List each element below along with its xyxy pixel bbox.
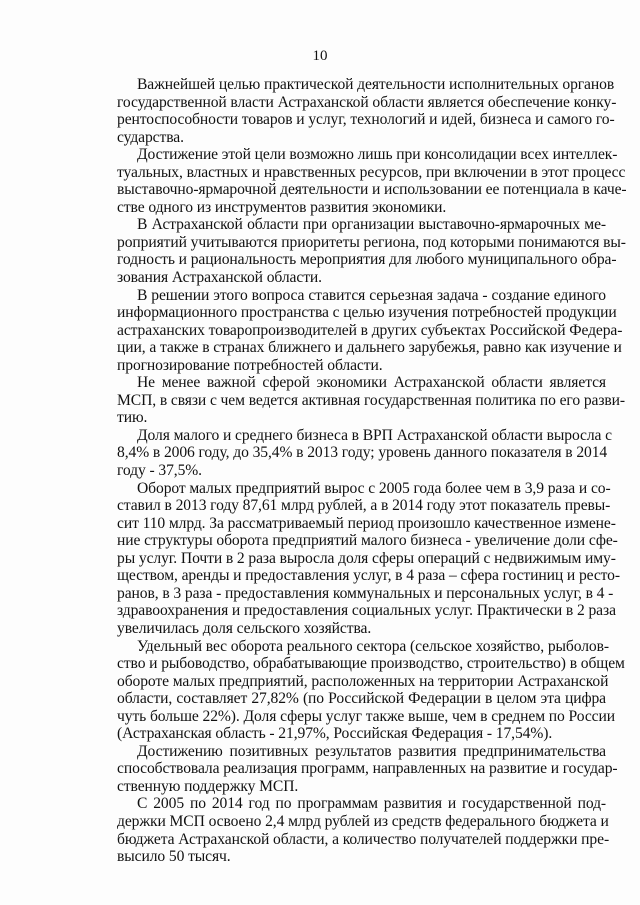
text-line: ранов, в 3 раза - предоставления коммунальных и персональных услуг, в 4 - <box>117 584 614 602</box>
text-line: рентоспособности товаров и услуг, технологий и идей, бизнеса и самого го- <box>117 111 615 129</box>
text-line: государственной власти Астраханской области является обеспечение конку- <box>117 93 617 111</box>
text-line: сит 110 млрд. За рассматриваемый период произошло качественное измене- <box>117 514 616 532</box>
text-line: Доля малого и среднего бизнеса в ВРП Астраханской области выросла с <box>137 426 612 444</box>
text-line: МСП, в связи с чем ведется активная государственная политика по его разви- <box>117 391 625 409</box>
text-line: Важнейшей целью практической деятельности исполнительных органов <box>137 76 615 93</box>
text-line: зования Астраханской области. <box>117 269 322 287</box>
text-line: держки МСП освоено 2,4 млрд рублей из средств федерального бюджета и <box>117 812 609 830</box>
text-line: Достижение этой цели возможно лишь при консолидации всех интеллек- <box>137 146 618 164</box>
paragraph <box>117 479 620 638</box>
text-line: ство и рыбоводство, обрабатывающие производство, строительство) в общем <box>117 655 625 673</box>
text-line: туальных, властных и нравственных ресурсов, при включении в этот процесс <box>117 163 626 181</box>
paragraph <box>117 795 610 866</box>
paragraph <box>117 286 623 375</box>
text-line: Удельный вес оборота реального сектора (сельское хозяйство, рыболов- <box>137 637 609 655</box>
text-line: сударства. <box>117 128 184 146</box>
text-line: В решении этого вопроса ставится серьезная задача - создание единого <box>137 286 606 304</box>
paragraph <box>117 374 625 427</box>
text-line: области, составляет 27,82% (по Российской Федерации в целом эта цифра <box>117 690 606 708</box>
text-line: прогнозирование потребностей области. <box>117 356 383 374</box>
text-line: ставил в 2013 году 87,61 млрд рублей, а в 2014 году этот показатель превы- <box>117 497 611 515</box>
page-number: 10 <box>312 48 328 64</box>
text-line: 8,4% в 2006 году, до 35,4% в 2013 году; уровень данного показателя в 2014 <box>117 444 608 462</box>
text-line: ществом, аренды и предоставления услуг, в 4 раза – сфера гостиниц и ресто- <box>117 567 620 585</box>
paragraph <box>117 76 617 146</box>
text-line: году - 37,5%. <box>117 462 202 480</box>
text-line: (Астраханская область - 21,97%, Российская Федерация - 17,54%). <box>117 725 553 743</box>
text-line: способствовала реализация программ, направленных на развитие и государ- <box>117 760 618 778</box>
text-line: ры услуг. Почти в 2 раза выросла доля сферы операций с недвижимым иму- <box>117 549 616 567</box>
paragraph <box>117 146 627 216</box>
text-line: информационного пространства с целью изучения потребностей продукции <box>117 304 617 322</box>
text-line: С 2005 по 2014 год по программам развития и государственной под- <box>137 795 606 813</box>
text-line: астраханских товаропроизводителей в других субъектах Российской Федера- <box>117 321 623 339</box>
text-line: выставочно-ярмарочной деятельности и использовании ее потенциала в каче- <box>117 181 627 199</box>
paragraph <box>117 637 625 743</box>
text-line: чуть больше 22%). Доля сферы услуг также выше, чем в среднем по России <box>117 707 615 725</box>
paragraph <box>117 216 626 287</box>
text-line: ственную поддержку МСП. <box>117 777 299 795</box>
text-line: роприятий учитываются приоритеты региона, под которыми понимаются вы- <box>117 233 626 251</box>
text-line: годность и рациональность мероприятия для любого муниципального обра- <box>117 251 617 269</box>
text-line: Достижению позитивных результатов развития предпринимательства <box>137 742 606 760</box>
text-line: Оборот малых предприятий вырос с 2005 года более чем в 3,9 раза и со- <box>137 479 611 497</box>
paragraph <box>117 426 612 480</box>
text-line: высило 50 тысяч. <box>117 848 231 866</box>
text-line: стве одного из инструментов развития экономики. <box>117 198 447 216</box>
text-line: В Астраханской области при организации выставочно-ярмарочных ме- <box>137 216 606 234</box>
text-line: здравоохранения и предоставления социальных услуг. Практически в 2 раза <box>117 602 616 620</box>
document-body <box>117 76 627 866</box>
text-line: бюджета Астраханской области, а количество получателей поддержки пре- <box>117 830 610 848</box>
text-line: обороте малых предприятий, расположенных на территории Астраханской <box>117 672 609 690</box>
text-line: ние структуры оборота предприятий малого бизнеса - увеличение доли сфе- <box>117 532 618 550</box>
text-line: тию. <box>117 409 148 427</box>
text-line: увеличилась доля сельского хозяйства. <box>117 619 372 637</box>
text-line: Не менее важной сферой экономики Астраханской области является <box>137 374 606 392</box>
paragraph <box>117 742 618 796</box>
text-line: ции, а также в странах ближнего и дальнего зарубежья, равно как изучение и <box>117 339 622 357</box>
